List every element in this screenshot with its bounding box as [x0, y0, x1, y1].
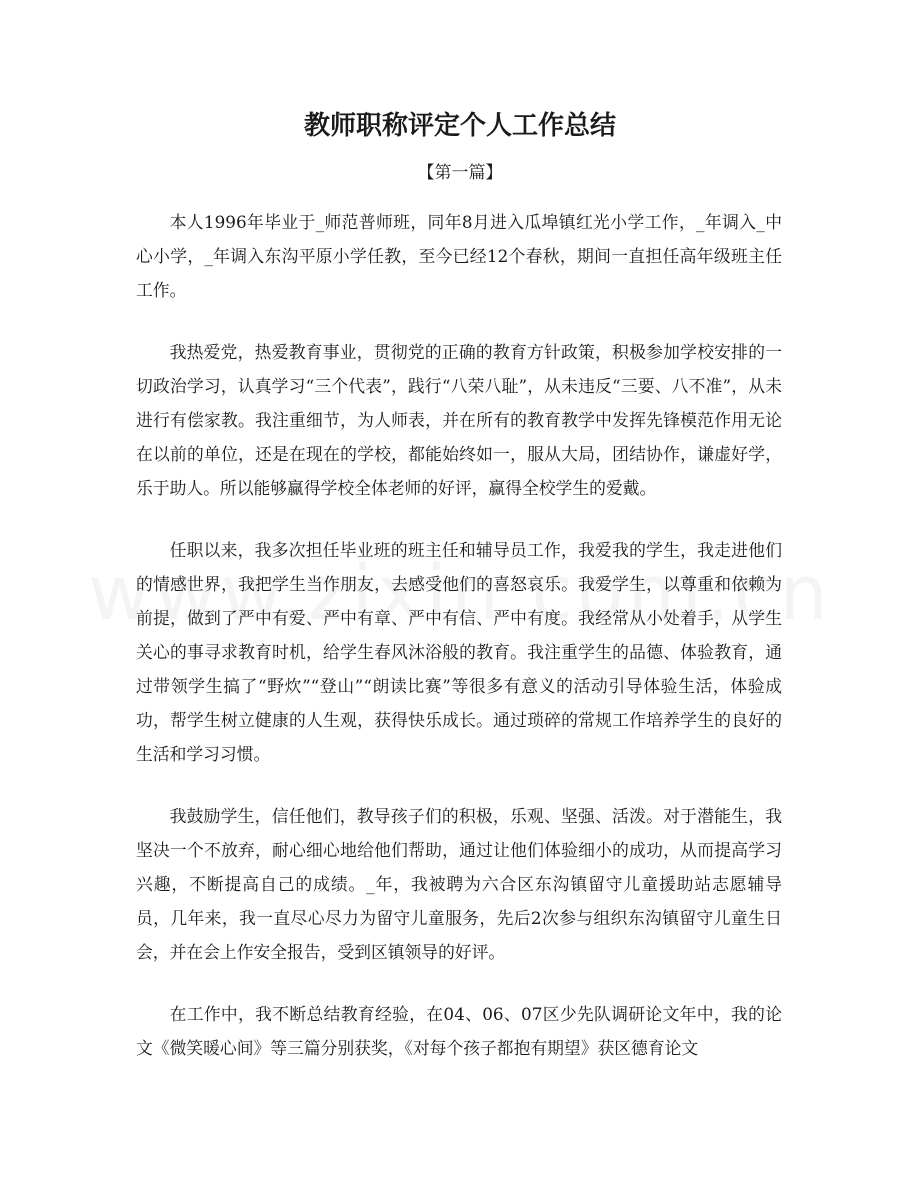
section-label: 【第一篇】	[417, 163, 503, 183]
paragraph-5: 在工作中，我不断总结教育经验，在04、06、07区少先队调研论文年中，我的论文《微笑暖心间》等三篇分别获奖，《对每个孩子都抱有期望》获区德育论文	[136, 1004, 782, 1058]
document-title: 教师职称评定个人工作总结	[303, 111, 616, 141]
paragraph-3: 任职以来，我多次担任毕业班的班主任和辅导员工作，我爱我的学生，我走进他们的情感世界，我把学生当作朋友，去感受他们的喜怒哀乐。我爱学生，以尊重和依赖为前提，做到了严中有爱、严中有章、严中有信、严中有度。我经常从小处着手，从学生关心的事寻求教育时机，给学生春风沐浴般的教育。我注重学生的品德、体验教育，通过带领学生搞了“野炊”“登山”“朗读比赛”等很多有意义的活动引导体验生活，体验成功，帮学生树立健康的人生观，获得快乐成长。通过琐碎的常规工作培养学生的良好的生活和学习习惯。	[136, 540, 782, 764]
paragraph-1: 本人1996年毕业于_师范普师班，同年8月进入瓜埠镇红光小学工作，_年调入_中心小学，_年调入东沟平原小学任教，至今已经12个春秋，期间一直担任高年级班主任工作。	[136, 212, 782, 300]
document-body	[136, 205, 782, 1093]
paragraph-2: 我热爱党，热爱教育事业，贯彻党的正确的教育方针政策，积极参加学校安排的一切政治学习，认真学习“三个代表”，践行“八荣八耻”，从未违反“三要、八不准”，从未进行有偿家教。我注重细节，为人师表，并在所有的教育教学中发挥先锋模范作用无论在以前的单位，还是在现在的学校，都能始终如一，服从大局，团结协作，谦虚好学，乐于助人。所以能够赢得学校全体老师的好评，赢得全校学生的爱戴。	[136, 342, 782, 498]
paragraph-4: 我鼓励学生，信任他们，教导孩子们的积极，乐观、坚强、活泼。对于潜能生，我坚决一个不放弃，耐心细心地给他们帮助，通过让他们体验细小的成功，从而提高学习兴趣，不断提高自己的成绩。_年，我被聘为六合区东沟镇留守儿童援助站志愿辅导员，几年来，我一直尽心尽力为留守儿童服务，先后2次参与组织东沟镇留守儿童生日会，并在会上作安全报告，受到区镇领导的好评。	[136, 806, 782, 962]
